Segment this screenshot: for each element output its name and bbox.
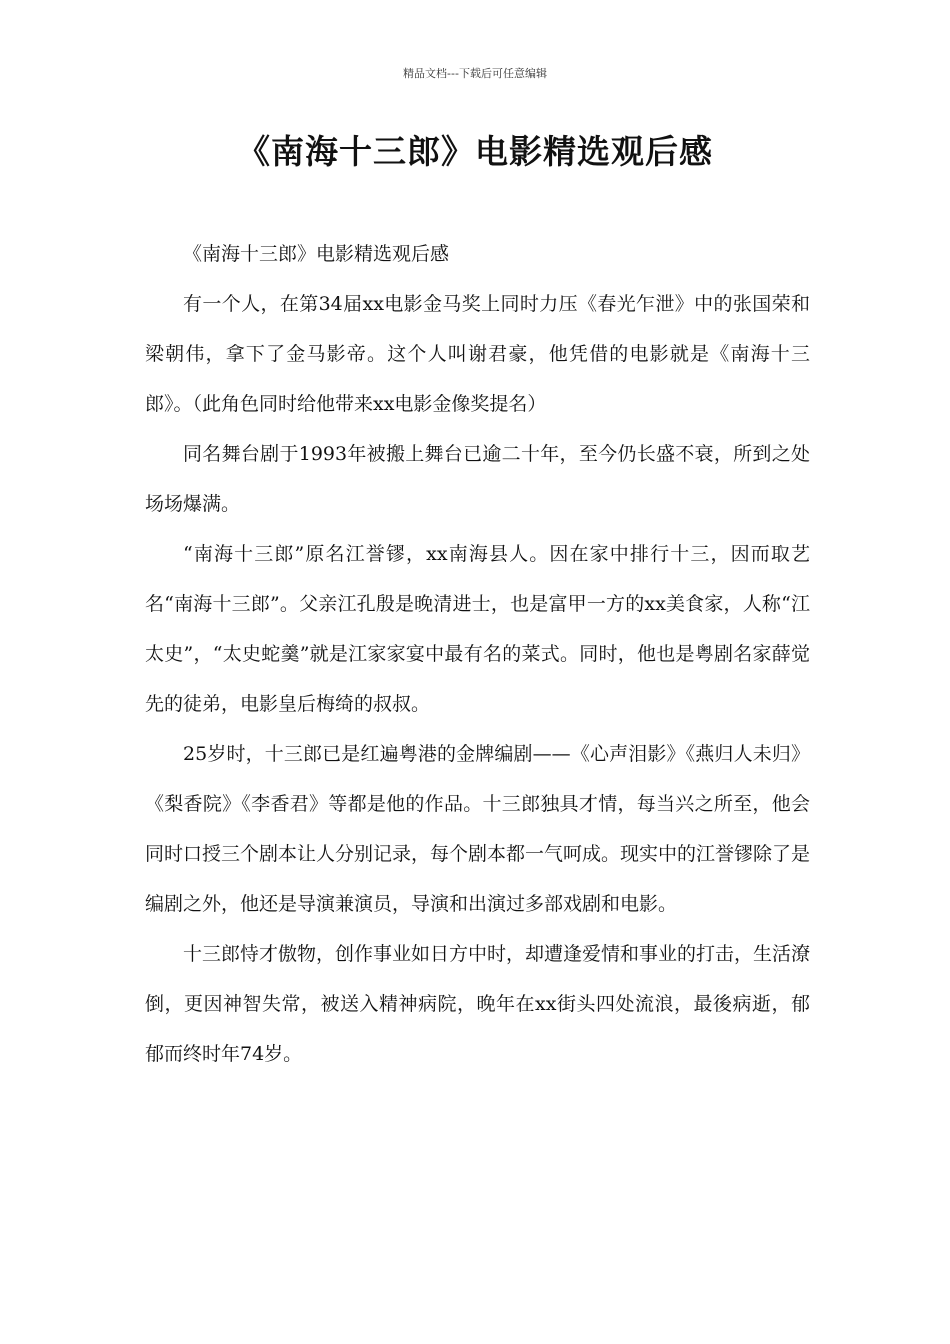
- paragraph: 有一个人，在第34届xx电影金马奖上同时力压《春光乍泄》中的张国荣和梁朝伟，拿下了金马影帝。这个人叫谢君豪，他凭借的电影就是《南海十三郎》。（此角色同时给他带来xx电影金像奖提名）: [145, 293, 810, 415]
- paragraph: “南海十三郎”原名江誉镠，xx南海县人。因在家中排行十三，因而取艺名“南海十三郎”。父亲江孔殷是晚清进士，也是富甲一方的xx美食家，人称“江太史”，“太史蛇羹”就是江家家宴中最有名的菜式。同时，他也是粤剧名家薛觉先的徒弟，电影皇后梅绮的叔叔。: [145, 543, 810, 715]
- document-title: 《南海十三郎》电影精选观后感: [237, 132, 713, 171]
- paragraph: 25岁时，十三郎已是红遍粤港的金牌编剧——《心声泪影》《燕归人未归》《梨香院》《李香君》等都是他的作品。十三郎独具才情，每当兴之所至，他会同时口授三个剧本让人分别记录，每个剧本都一气呵成。现实中的江誉镠除了是编剧之外，他还是导演兼演员，导演和出演过多部戏剧和电影。: [145, 743, 811, 915]
- document-body: [145, 229, 810, 1079]
- paragraph: 十三郎恃才傲物，创作事业如日方中时，却遭逢爱情和事业的打击，生活潦倒，更因神智失常，被送入精神病院，晚年在xx街头四处流浪，最後病逝，郁郁而终时年74岁。: [145, 943, 811, 1065]
- paragraph: 同名舞台剧于1993年被搬上舞台已逾二十年，至今仍长盛不衰，所到之处场场爆满。: [145, 443, 810, 515]
- paragraph-subtitle: 《南海十三郎》电影精选观后感: [183, 243, 450, 265]
- page-header: 精品文档---下载后可任意编辑: [403, 67, 547, 80]
